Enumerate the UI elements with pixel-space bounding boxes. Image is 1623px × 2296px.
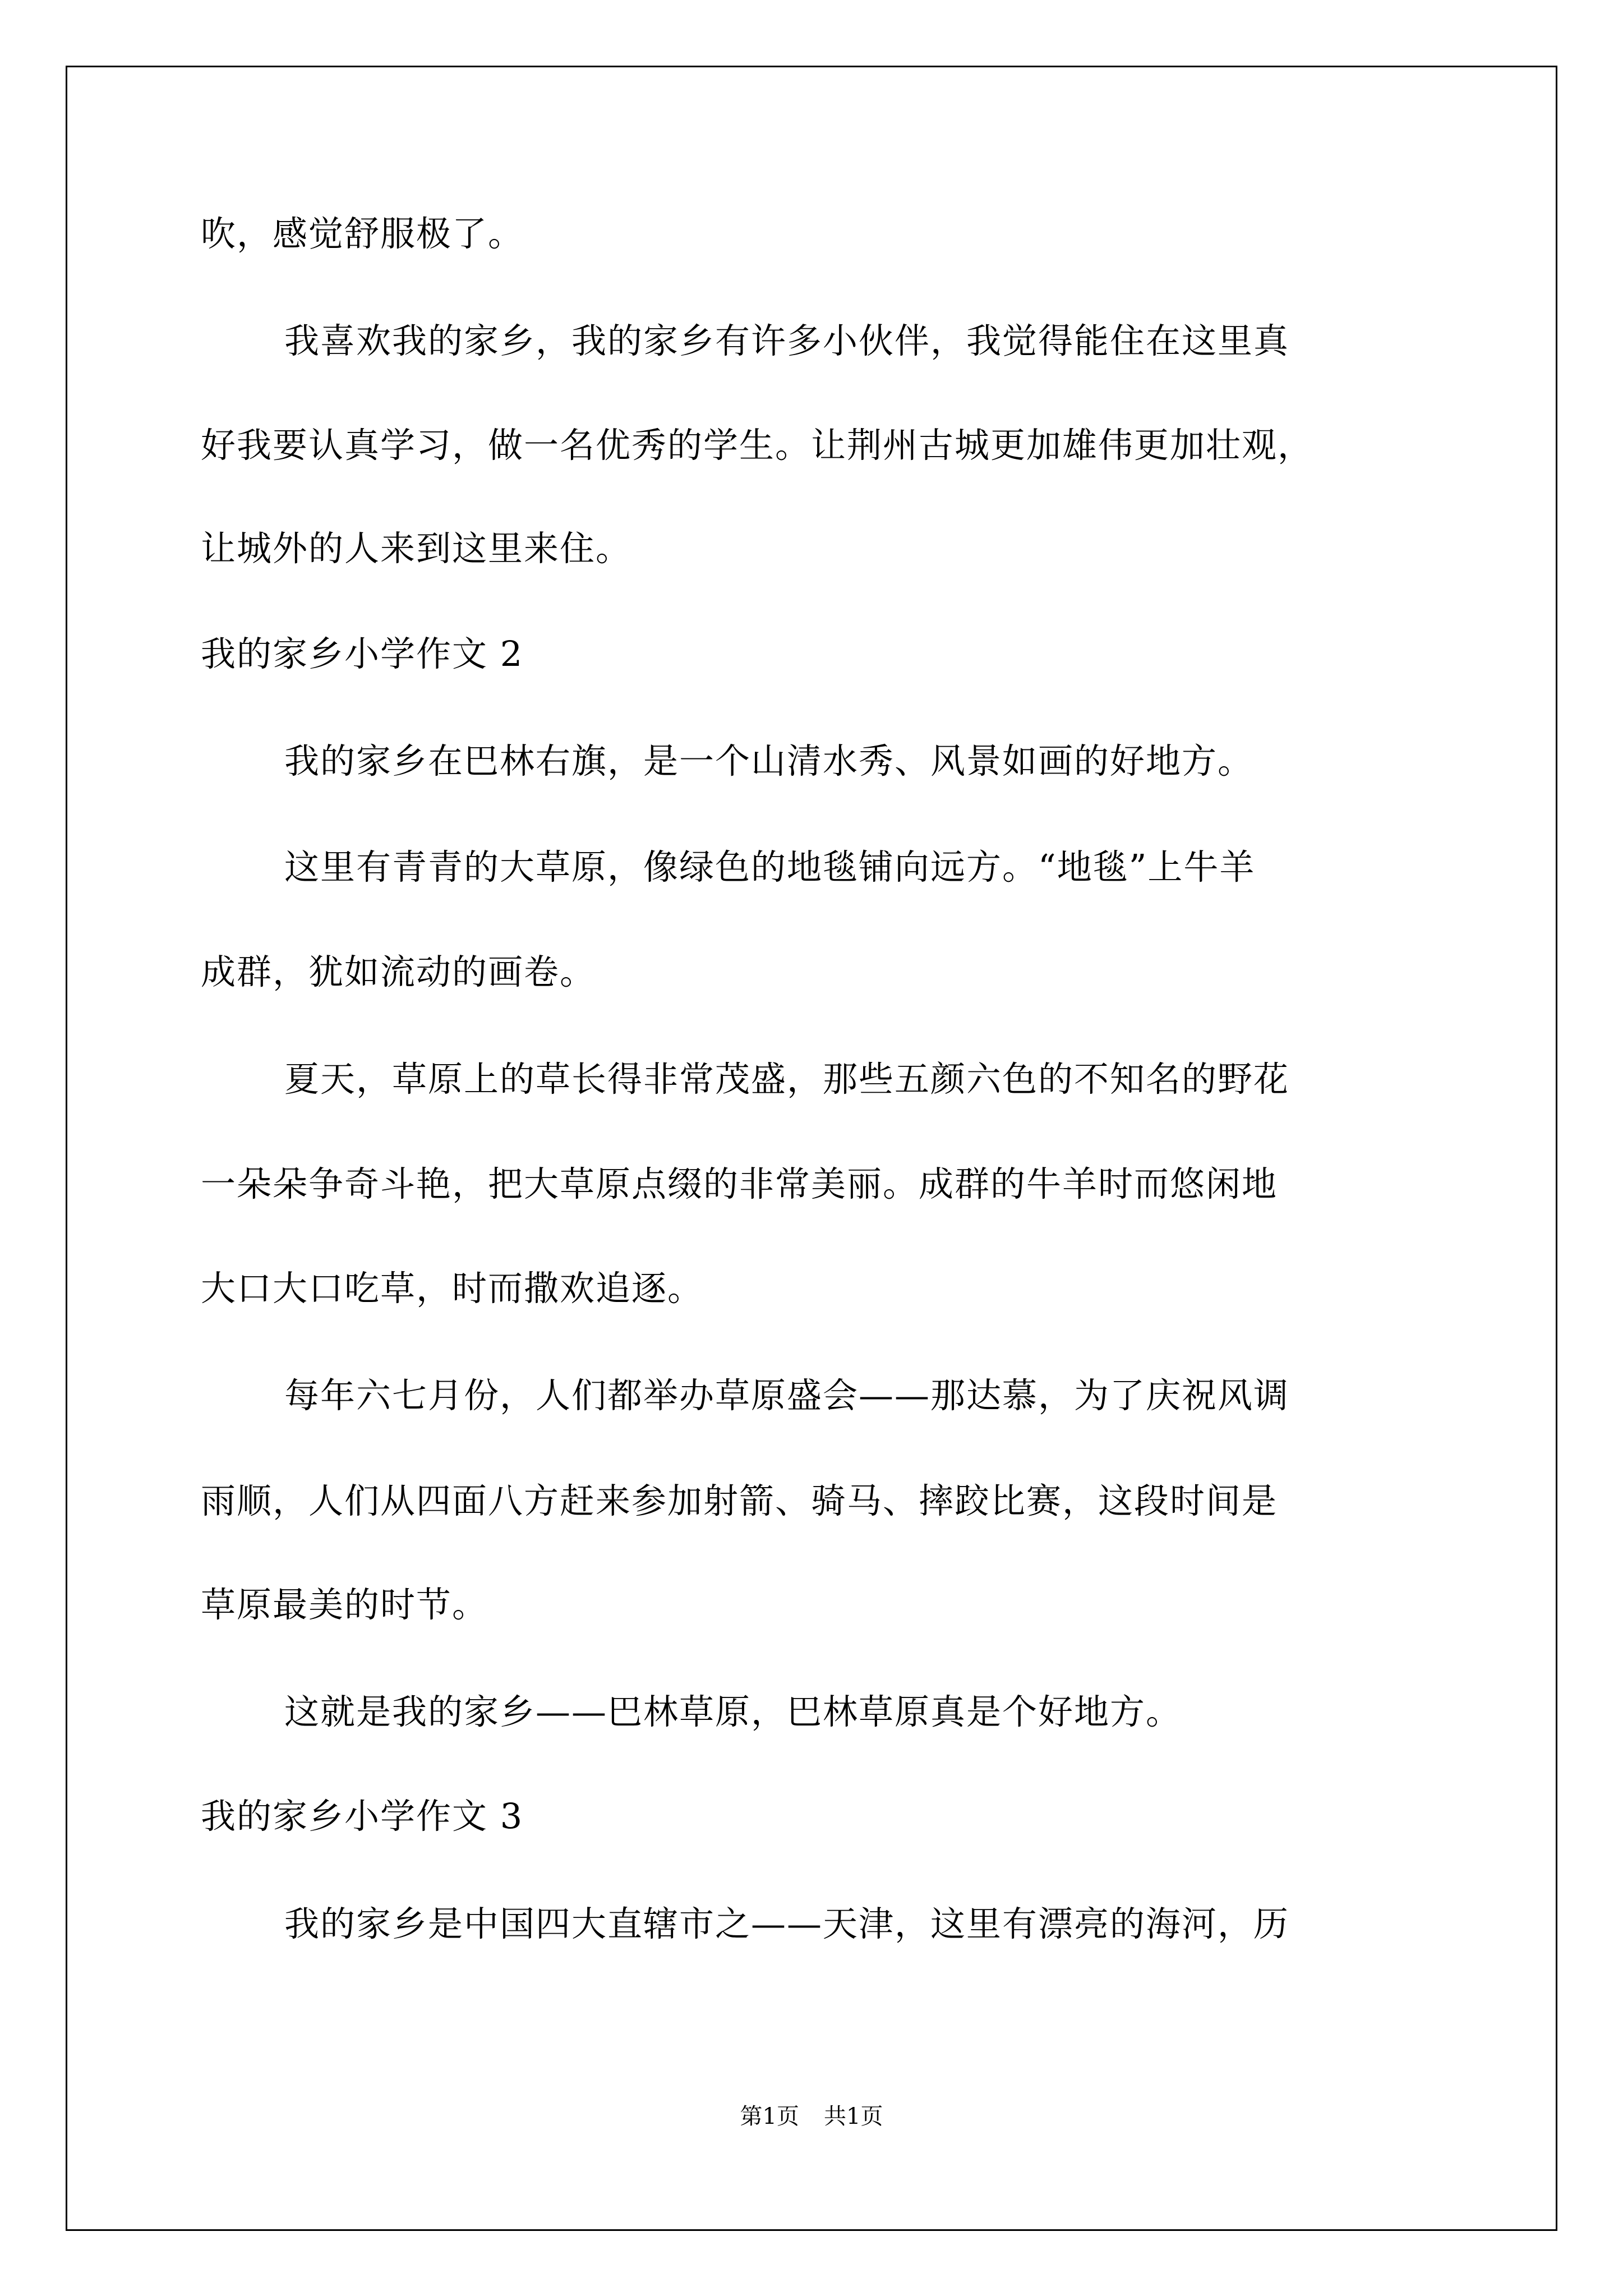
body-line: 让城外的人来到这里来住。: [201, 528, 632, 569]
page-total: 共1页: [824, 2104, 883, 2129]
body-line: 雨顺，人们从四面八方赶来参加射箭、骑马、摔跤比赛，这段时间是: [201, 1480, 1278, 1521]
paragraph-first-line: 夏天，草原上的草长得非常茂盛，那些五颜六色的不知名的野花: [284, 1059, 1290, 1099]
body-line: 一朵朵争奇斗艳，把大草原点缀的非常美丽。成群的牛羊时而悠闲地: [201, 1163, 1278, 1204]
body-line: 吹，感觉舒服极了。: [201, 213, 524, 254]
body-line: 成群，犹如流动的画卷。: [201, 951, 596, 992]
paragraph-first-line: 我喜欢我的家乡，我的家乡有许多小伙伴，我觉得能住在这里真: [284, 320, 1290, 361]
page-footer: [0, 2100, 1623, 2133]
body-line: 草原最美的时节。: [201, 1584, 488, 1625]
section-heading: 我的家乡小学作文 3: [201, 1796, 524, 1837]
paragraph-first-line: 这就是我的家乡——巴林草原，巴林草原真是个好地方。: [284, 1691, 1182, 1732]
page-number: 第1页: [740, 2104, 799, 2129]
paragraph-first-line: 每年六七月份，人们都举办草原盛会——那达慕，为了庆祝风调: [284, 1375, 1290, 1416]
paragraph-first-line: 这里有青青的大草原，像绿色的地毯铺向远方。“地毯”上牛羊: [284, 846, 1256, 887]
paragraph-first-line: 我的家乡是中国四大直辖市之——天津，这里有漂亮的海河，历: [284, 1903, 1290, 1944]
body-line: 好我要认真学习，做一名优秀的学生。让荆州古城更加雄伟更加壮观，: [201, 425, 1314, 466]
body-line: 大口大口吃草，时而撒欢追逐。: [201, 1268, 704, 1309]
section-heading: 我的家乡小学作文 2: [201, 633, 524, 674]
paragraph-first-line: 我的家乡在巴林右旗，是一个山清水秀、风景如画的好地方。: [284, 740, 1254, 781]
